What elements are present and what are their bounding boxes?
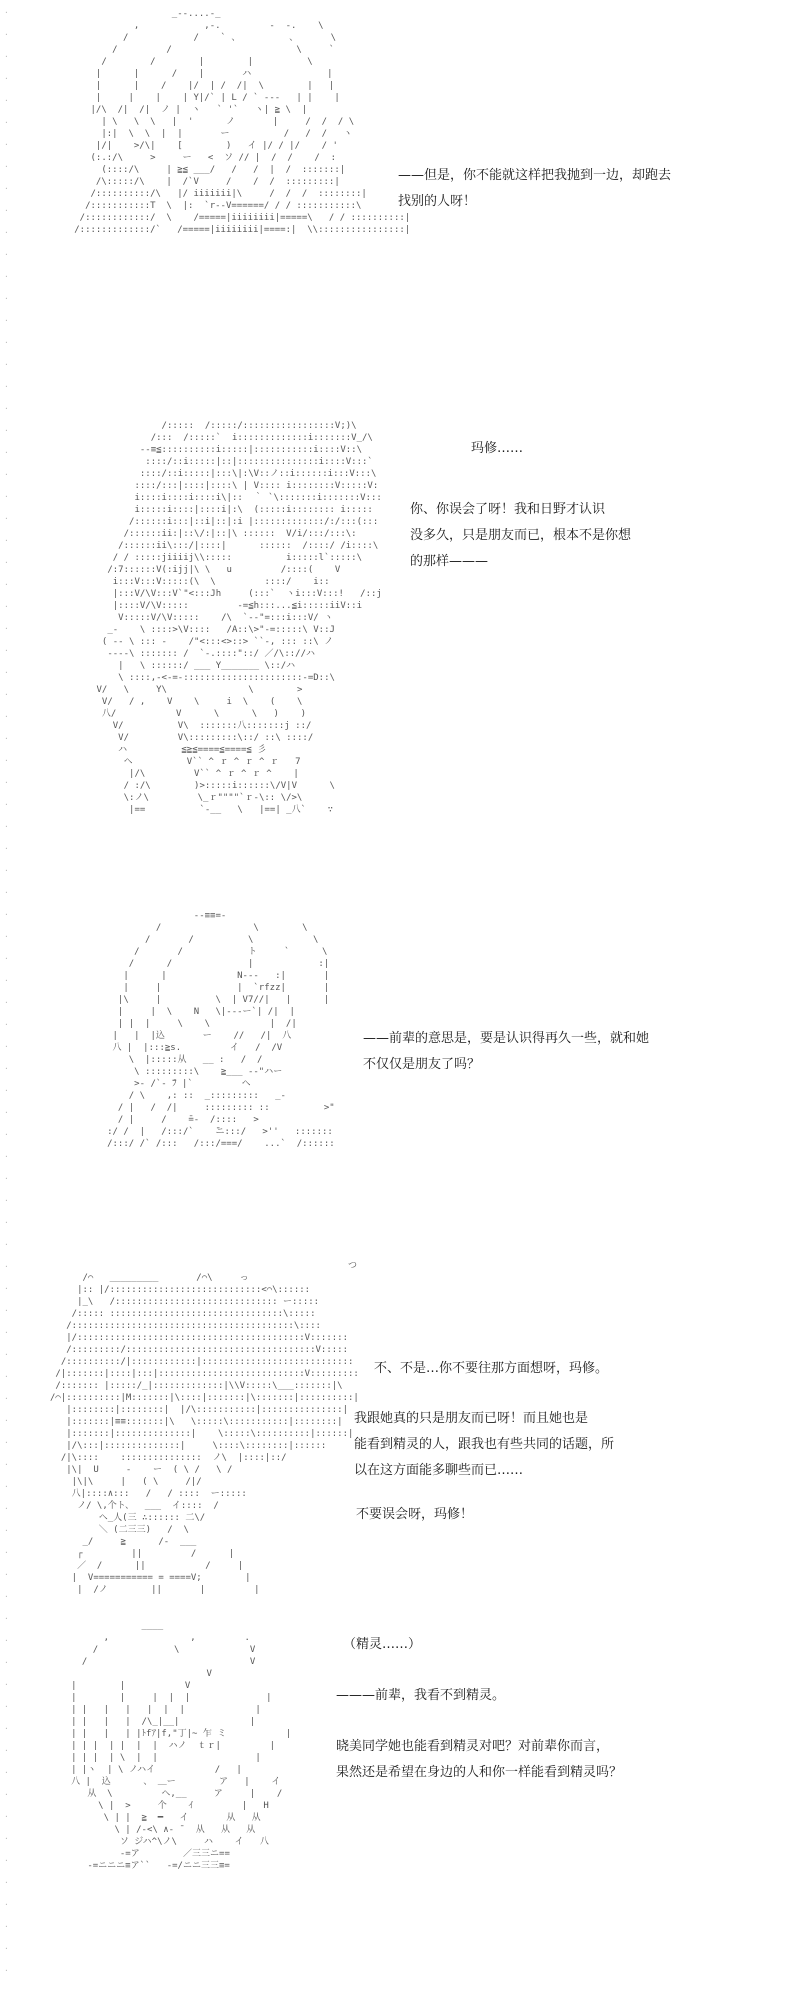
dialog-line: 的那样——— [410,554,489,569]
dialog-line: 不要误会呀，玛修！ [356,1507,474,1522]
dialog-line: 找别的人呀！ [398,194,477,209]
dialog-box [471,436,671,462]
dialog-line: （精灵……） [343,1637,422,1652]
dialog-line: 以在这方面能多聊些而已…… [354,1463,524,1478]
dialog-box [374,1356,774,1382]
dialog-line: 玛修…… [471,441,524,456]
panel-2 [0,400,800,880]
dialog-box [363,1026,763,1078]
dialog-box [336,1734,776,1786]
dialog-box [336,1683,636,1709]
ascii-art-figure: /::::: /:::::/:::::::::::::::::V;)\ /::: /:::::` i:::::::::::::i:::::::V_/\ --≡≦::::::::::i:::::|:::::::::::i::::V::\ ::::/::i:::::|::|:::::::::::::::i::::V:::` ::::/::i:::::|:::\|:\V::ノ::i::::::i:::V:::\ ::::/:::|::::|::::\ | V:::: i::::::::V:::::V: i::::i::::i::::i\|:: ｀ `\:::::::i:::::::V::: i:::::i::::|::::i|:\ (:::::i:::::::: i::::: /::::::i:::|::i|::|:i |:::::::::::::/:/:::(::: /::::::ii:|::\/:|::|\ :::::: V/i/:::/:::\: /::::::ii\:::/|::::| :::::: /::::/ /i::::\ / / :::::jiiiij\\::::: i:::::l`:::::\ /:7::::::V(:ijj|\ \ u /::::( V i:::V:::V:::::(\ \ ::::/ i:: |:::V/\V:::V`"<:::Jh (:::` ヽi:::V:::! /::j |::::V/\V::::: -=≦h:::...≦i:::::iiV::i V:::::V/\V::::: /\ `--"=:::i:::V/ ヽ _- \ ::::>\V:::: /A::\>"-=:::::\ V::J ( -- \ ::: - /"<:::<>::> ``-, ::: ::\ ノ ----\ ::::::: / `-.::::"::/ ／/\:://ハ | \ ::::::/ ___ Y_______ \::/ハ \ ::::,-<-=-::::::::::::::::::::::-=D::\ V/ \ Y\ \ > V/ / , V \ i \ ( \ 八/ V \ \ ) ) V/ V\ :::::::八:::::::j ::/ V/ V\:::::::::\::/ ::\ ::::/ ハ ≦≧≦====≦====≦ 彡 ヘ V`` ^ ｒ ^ ｒ ^ ｒ 7 |/\ V`` ^ ｒ ^ ｒ ^ | / :/\ )>:::::i::::::\/V|V \ \:ノ\ \_ｒ""""`ｒ-\:: \/>\ |== `-__ \ |==| _八` ∵ [96,421,382,815]
dialog-line: 没多久，只是朋友而已，根本不是你想 [410,528,632,543]
ascii-art-figure: _--....-_ , ,-. - -. \ / / ` 、 、 \ / / \ ` / / | | \ | | / | ハ | | | / |/ | / /| \ | | | | | | Y|/` | L / ` --- | | | |/\ /| /| ノ | ヽ ` '` ヽ| ≧ \ | | \ \ \ | ' ノ | / / / \ |:| \ \ | | ー / / / ヽ |/| >/\| [ ) イ |/ / |/ / ' (:.:/\ > ー < ソ // | / / / : (::::/\ | ≧≦ ___/ / / | / :::::::| /\:::::/\ | /`V / / / :::::::::| /::::::::::/\ |/ iiiiiii|\ / / / ::::::::| /:::::::::::T \ |: `r--V======/ / / :::::::::::\ /::::::::::::/ \ /=====|iiiiiiii|=====\ / / ::::::::::| /:::::::::::::/` /=====|iiiiiiii|====:| \\::::::::::::::::| [74,9,411,235]
dialog-line: 果然还是希望在身边的人和你一样能看到精灵吗？ [336,1765,623,1780]
dialog-box [354,1406,774,1484]
dialog-line: 你、你误会了呀！我和日野才认识 [410,502,606,517]
margin-marks: . . . . . . . . . . . . . . . . . . . . . . . . . . . . . . . . . . . . . . . . . . . . . . . . . . . . . . . . . . . . . . . . . . . . . . . . . . . . . . . . . . . . . . . . . . [4,6,9,1973]
ascii-art-figure: --≡≡=- / \ \ / / \ \ / / ト ` \ / / | :| | | N--- :| | | | | `rfzz| | |\ | \ | V7//| | | | | \ N \|---ー`| /| | | | | \ \ | /| | | |込 ー // /| 八 八 | |:::≧s. イ / /V \ |:::::从 __ : / / \ :::::::::\ ≧___ -‐"ハー >- /`‐ ̄ﾌ |` ヘ / \ ,: :: _::::::::: _- / | / /| ::::::::: :: >" / | / ̄=- /:::: > :/ / | /:::/` ̄ニ:::/ >'' ::::::: /:::/ /` /::: /:::/===/ ...` /:::::: [107,911,335,1149]
ascii-art-figure: つ /⌒ _________ /⌒\ っ |:: |/::::::::::::::::::::::::::::<⌒\:::::: |_\ /:::::::::::::::::::::::::::::: ー::::: /::::: ::::::::::::::::::::::::::::::::\::::: /:::::::::::::::::::::::::::::::::::::::::\:::: |/::::::::::::::::::::::::::::::::::::::::::V::::::: /:::::::::/:::::::::::::::::::::::::::::::::::V::::: /::::::::::/|::::::::::::|:::::::::::::::::::::::::::: /|:::::::|::::|:::|:::::::::::::::::::::::::::V::::::::: /::::::: |:::::/_|:::::::::::::|\\V:::::\___:::::::|\ /⌒|::::::::::|M:::::::|\::::|:::::::|\:::::::|::::::::::| |::::::::|::::::::| |/\:::::::::::|:::::::::::::::| |:::::::|≡≡:::::::|\ \:::::\:::::::::::|::::::::| |:::::::|::::::::::::::| \:::::\::::::::::|::::::| |/\:::|::::::::::::::| \::::\::::::::|:::::: /|\:::: ::::::::::::::: ノ\ |::::|::/ |\| U - ー ( \ / \ / |\|\ | ( \ /|/ 八|::::∧::: / / :::: ー::::: ノ/ \,个ト、 ___ イ:::: / ヘ_人(三 ∴:::::: 二\/ ＼ (二三三) / \ _/ ≧ /- ___ ┌ || / | ／ / || / | | V=========== = ====V; | | /ノ || | | [50,1261,359,1595]
dialog-box [356,1502,656,1528]
dialog-line: 能看到精灵的人，跟我也有些共同的话题，所 [354,1437,615,1452]
dialog-box [410,497,770,575]
dialog-line: 晓美同学她也能看到精灵对吧？对前辈你而言， [336,1739,610,1754]
panel-4 [0,1260,800,1620]
dialog-line: 我跟她真的只是朋友而已呀！而且她也是 [354,1411,589,1426]
dialog-line: ——前辈的意思是，要是认识得再久一些，就和她 [363,1031,650,1046]
dialog-line: 不仅仅是朋友了吗？ [363,1057,481,1072]
dialog-box [343,1632,543,1658]
dialog-line: ———前辈，我看不到精灵。 [336,1688,506,1703]
dialog-box [398,163,758,215]
dialog-line: ——但是，你不能就这样把我抛到一边，却跑去 [398,168,672,183]
panel-5 [0,1620,800,2000]
ascii-art-figure: ____ , , . / \ V / V V | | V | | | | | | | | | | | | | | | | | | /\_|__| | | | | | |ﾄfｱ|f,"丁|~ 乍 ミ | | | | | | | | ハノ ｔｒ| | | | | | \ | | | | |ヽ | \ ノハイ / | 八 | 込 、 ＿ー ア | イ 从 \ ヘ,__ ア | / \ | > 个 ｲ | H \ | | ≧ ━ イ 从 从 \ | /-<\ ∧‐ ̄ 从 从 从 ソ ジハ^\ノ\ ハ イ 八 -=ア ／三三ニ== -=ニニニ≡ア`` -=/ニニ三三≡= [71,1621,292,1871]
panel-3 [0,910,800,1240]
panel-1 [0,0,800,390]
dialog-line: 不、不是…你不要往那方面想呀，玛修。 [374,1361,609,1376]
